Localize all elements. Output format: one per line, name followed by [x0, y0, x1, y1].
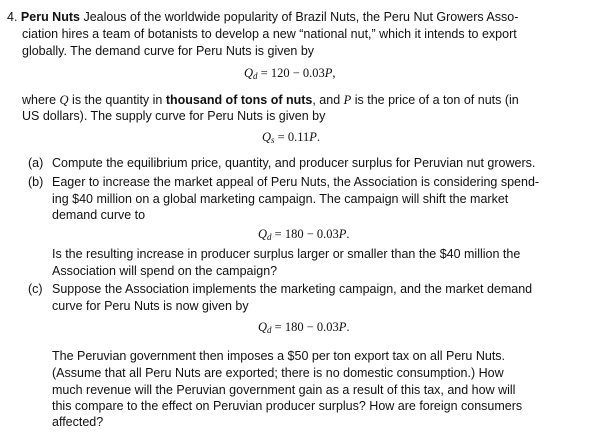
- eq-sub: d: [267, 232, 272, 242]
- intro-line-1: Jealous of the worldwide popularity of Brazil Nuts, the Peru Nut Growers Asso-: [79, 10, 519, 24]
- eq-sub: d: [253, 71, 258, 81]
- part-b-after-2: Association will spend on the campaign?: [52, 264, 278, 278]
- intro-line-2: ciation hires a team of botanists to develop a new “national nut,” which it intends to export: [22, 27, 517, 41]
- part-a-line-1: Compute the equilibrium price, quantity, and producer surplus for Peruvian nut growers.: [52, 156, 536, 170]
- demand-equation: [244, 66, 336, 84]
- part-b-line-2: ing $40 million on a global marketing campaign. The campaign will shift the market: [52, 192, 509, 206]
- supply-equation: [262, 130, 320, 148]
- eq-lhs: Q: [258, 320, 268, 334]
- part-c-after-4: this compare to the effect on Peruvian producer surplus? How are foreign consumers: [52, 399, 523, 413]
- part-c-after-1: The Peruvian government then imposes a $50 per ton export tax on all Peru Nuts.: [52, 349, 506, 363]
- part-c-equation: [258, 320, 350, 338]
- part-a-label: (a): [28, 156, 44, 170]
- problem-title: Peru Nuts: [20, 10, 80, 24]
- part-b-after-1: Is the resulting increase in producer surplus larger or smaller than the $40 million the: [52, 247, 521, 261]
- eq-sub: d: [267, 325, 272, 335]
- part-b-equation: [258, 227, 350, 245]
- part-c-after-5: affected?: [52, 415, 104, 429]
- part-c-after-3: much revenue will the Peruvian government gain as a result of this tax, and how will: [52, 383, 516, 397]
- part-c-label: (c): [28, 282, 43, 296]
- part-b-line-1: Eager to increase the market appeal of Peru Nuts, the Association is considering spend-: [52, 175, 540, 189]
- where-line: [22, 93, 519, 108]
- part-c-after-2: (Assume that all Peru Nuts are exported; there is no domestic consumption.) How: [52, 366, 504, 380]
- eq-sub: s: [271, 135, 275, 145]
- part-c-line-1: Suppose the Association implements the marketing campaign, and the market demand: [52, 282, 533, 296]
- eq-var: P: [309, 130, 317, 144]
- part-b-line-3: demand curve to: [52, 208, 146, 222]
- eq-tail: .: [316, 130, 321, 144]
- where-pre: where: [22, 93, 60, 107]
- supply-intro: US dollars). The supply curve for Peru Nuts is given by: [22, 109, 326, 123]
- intro-line-3: globally. The demand curve for Peru Nuts is given by: [22, 44, 315, 58]
- eq-rhs: = 180 − 0.03: [271, 227, 339, 241]
- where-q: Q: [59, 93, 69, 107]
- eq-tail: ,: [332, 66, 336, 80]
- eq-lhs: Q: [258, 227, 268, 241]
- eq-lhs: Q: [262, 130, 272, 144]
- where-post2: is the price of a ton of nuts (in: [351, 93, 519, 107]
- where-post1: , and: [312, 93, 344, 107]
- eq-var: P: [338, 227, 347, 241]
- eq-rhs: = 0.11: [274, 130, 310, 144]
- part-b-label: (b): [28, 175, 44, 189]
- eq-rhs: = 180 − 0.03: [271, 320, 339, 334]
- eq-var: P: [338, 320, 347, 334]
- problem-header: [7, 10, 518, 25]
- part-c-line-2: curve for Peru Nuts is now given by: [52, 299, 249, 313]
- where-mid: is the quantity in: [68, 93, 166, 107]
- problem-number: 4.: [7, 10, 18, 24]
- where-p: P: [343, 93, 352, 107]
- where-bold: thousand of tons of nuts: [165, 93, 313, 107]
- eq-rhs: = 120 − 0.03: [257, 66, 325, 80]
- eq-var: P: [324, 66, 333, 80]
- eq-tail: .: [346, 227, 350, 241]
- eq-lhs: Q: [244, 66, 254, 80]
- eq-tail: .: [346, 320, 350, 334]
